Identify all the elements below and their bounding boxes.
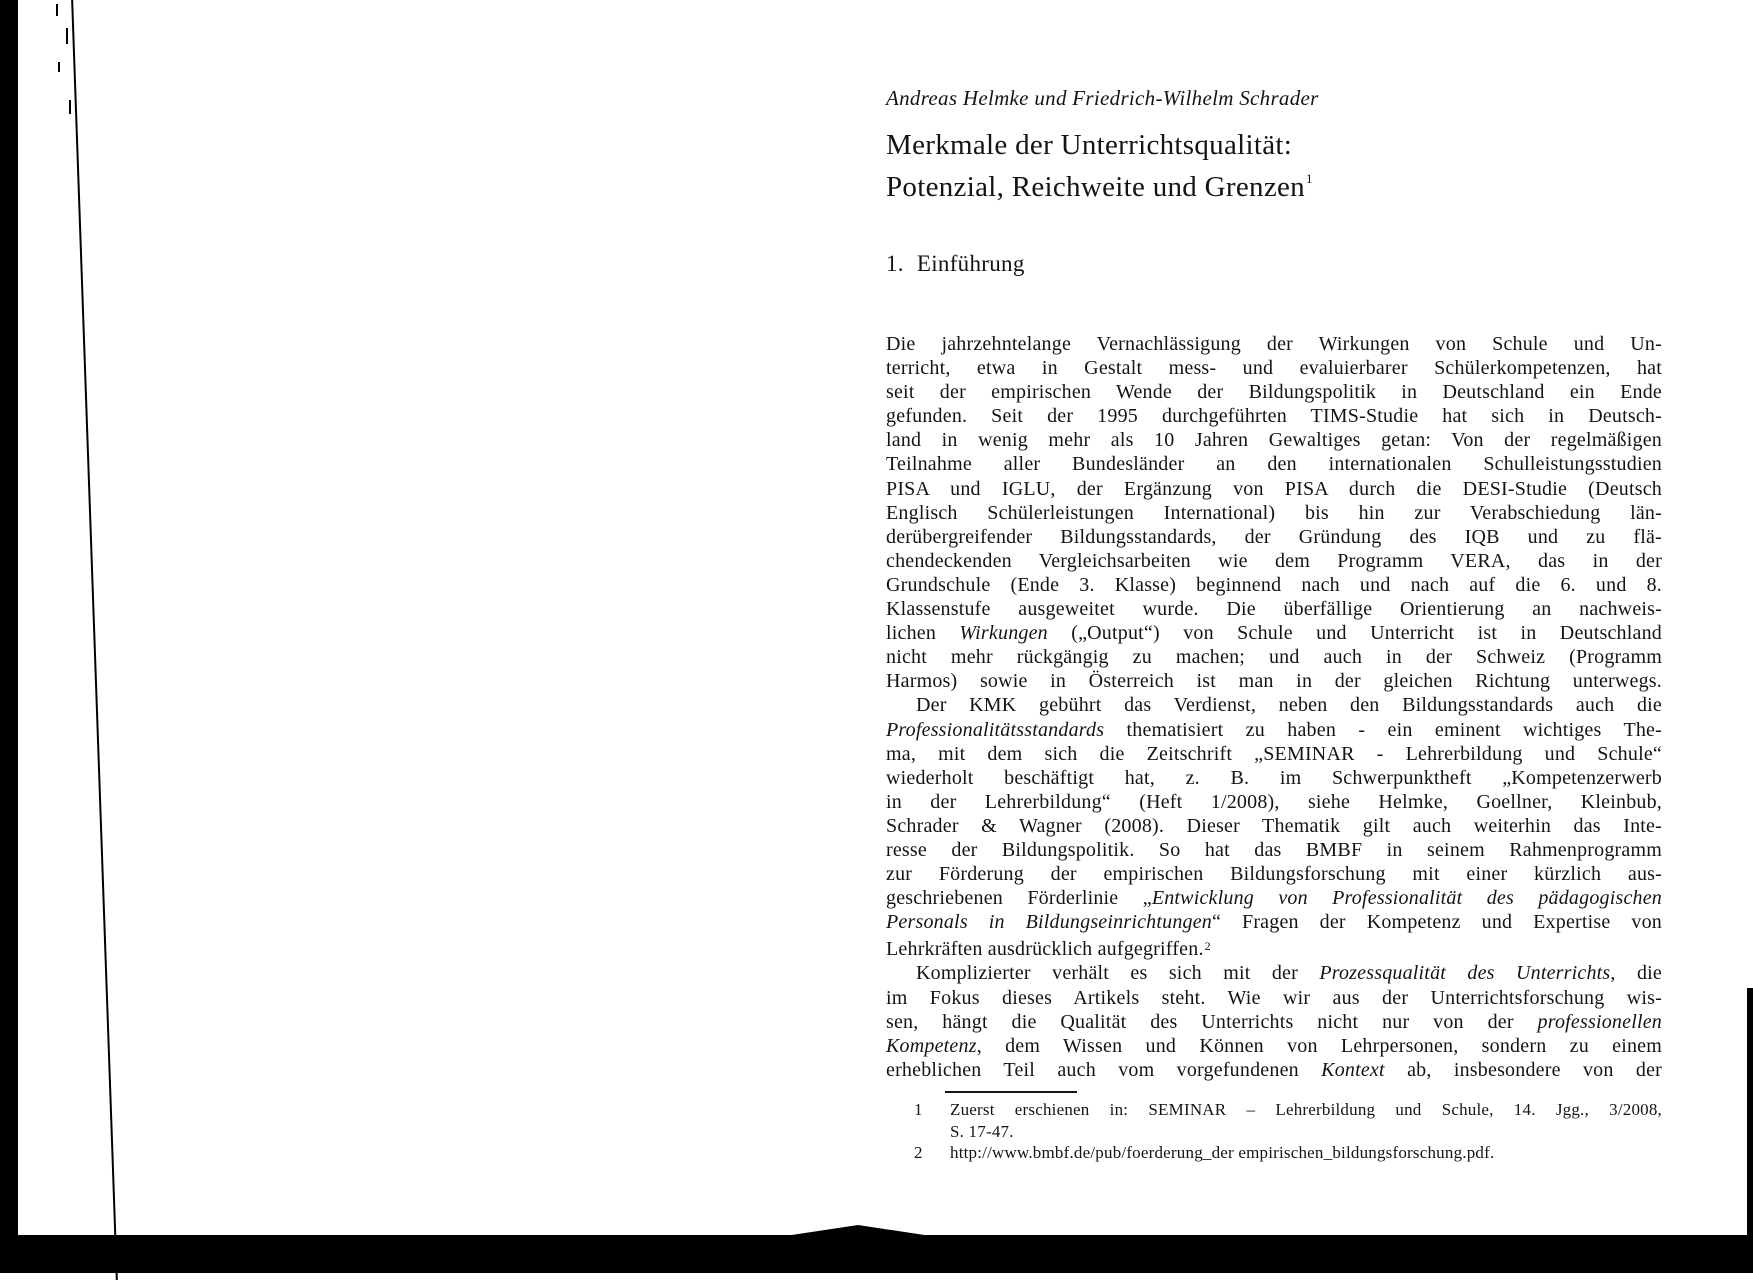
text-segment: Entwicklung von Professionalität des pädagogischen: [1151, 887, 1663, 910]
text-segment: ma, mit dem sich die Zeitschrift „SEMINAR - Lehrerbildung und Schule“: [886, 742, 1662, 765]
text-segment: lichen: [886, 622, 960, 645]
text-segment: thematisiert zu haben - ein eminent wichtiges The-: [1104, 718, 1662, 741]
section-heading: [886, 251, 1025, 277]
text-segment: seit der empirischen Wende der Bildungspolitik in Deutschland ein Ende: [886, 381, 1662, 404]
text-segment: („Output“) von Schule und Unterricht ist in Deutschland: [1047, 622, 1662, 645]
paragraph-1-line-1: [886, 332, 1662, 356]
page-title: [886, 128, 1313, 204]
section-number: 1.: [886, 251, 904, 276]
text-segment: geschriebenen Förderlinie „: [886, 887, 1152, 910]
text-segment: Lehrkräften ausdrücklich aufgegriffen.: [886, 938, 1204, 961]
paragraph-1-line-9: [886, 525, 1662, 549]
scan-page-edge-line: [71, 0, 118, 1280]
footnote-1-line-2: [950, 1121, 1662, 1143]
paragraph-2-line-3: [886, 742, 1662, 766]
title-line-1: Merkmale der Unterrichtsqualität:: [886, 129, 1293, 161]
scan-speck: [69, 100, 71, 114]
text-segment: wiederholt beschäftigt hat, z. B. im Schwerpunktheft „Kompetenzerwerb: [886, 766, 1662, 789]
text-segment: Harmos) sowie in Österreich ist man in der gleichen Richtung unterwegs.: [886, 670, 1662, 693]
paragraph-1-line-7: [886, 477, 1662, 501]
paragraph-2-line-2: [886, 718, 1662, 742]
footnote-2: [914, 1142, 1662, 1164]
paragraph-1-line-10: [886, 549, 1662, 573]
paragraph-2-line-9: [886, 886, 1662, 910]
footnote-2-line-1: [950, 1142, 1662, 1164]
text-segment: im Fokus dieses Artikels steht. Wie wir aus der Unterrichtsforschung wis-: [886, 986, 1662, 1009]
text-segment: chendeckenden Vergleichsarbeiten wie dem Programm VERA, das in der: [886, 549, 1662, 572]
text-segment: zur Förderung der empirischen Bildungsforschung mit einer kürzlich aus-: [886, 863, 1662, 886]
text-segment: Prozessqualität des Unterrichts: [1319, 962, 1611, 985]
text-segment: erheblichen Teil auch vom vorgefundenen: [886, 1058, 1322, 1081]
text-segment: , die: [1610, 962, 1662, 985]
paragraph-1-line-13: [886, 621, 1662, 645]
text-segment: , dem Wissen und Können von Lehrpersonen, sondern zu einem: [976, 1034, 1662, 1057]
scan-right-border: [1747, 988, 1753, 1273]
section-title: Einführung: [916, 251, 1025, 276]
text-segment: gefunden. Seit der 1995 durchgeführten TIMS-Studie hat sich in Deutsch-: [886, 405, 1662, 428]
text-segment: Der KMK gebührt das Verdienst, neben den Bildungsstandards auch die: [916, 694, 1662, 717]
text-segment: S. 17-47.: [950, 1121, 1014, 1141]
author-line: Andreas Helmke und Friedrich-Wilhelm Schrader: [886, 86, 1319, 110]
footnote-reference: 2: [1204, 939, 1211, 954]
paragraph-3-line-3: [886, 1010, 1662, 1034]
footnote-number: 1: [914, 1100, 923, 1119]
text-segment: terricht, etwa in Gestalt mess- und evaluierbarer Schülerkompetenzen, hat: [886, 357, 1662, 380]
text-segment: Grundschule (Ende 3. Klasse) beginnend nach und nach auf die 6. und 8.: [886, 573, 1662, 596]
text-segment: Zuerst erschienen in: SEMINAR – Lehrerbildung und Schule, 14. Jgg., 3/2008,: [950, 1100, 1662, 1119]
text-segment: PISA und IGLU, der Ergänzung von PISA durch die DESI-Studie (Deutsch: [886, 477, 1662, 500]
scan-bottom-bump: [785, 1225, 931, 1236]
paragraph-1-line-8: [886, 501, 1662, 525]
paragraph-1-line-5: [886, 428, 1662, 452]
scan-bottom-border: [0, 1235, 1753, 1273]
paragraph-1-line-3: [886, 380, 1662, 404]
paragraph-1-line-2: [886, 356, 1662, 380]
paragraph-2-line-6: [886, 814, 1662, 838]
title-footnote-marker: 1: [1305, 171, 1313, 186]
text-segment: land in wenig mehr als 10 Jahren Gewaltiges getan: Von der regelmäßigen: [886, 429, 1662, 452]
paragraph-1-line-6: [886, 452, 1662, 476]
text-segment: nicht mehr rückgängig zu machen; und auch in der Schweiz (Programm: [886, 646, 1662, 669]
text-segment: Teilnahme aller Bundesländer an den internationalen Schulleistungsstudien: [886, 453, 1662, 476]
paragraph-2-line-11: [886, 934, 1662, 961]
text-segment: sen, hängt die Qualität des Unterrichts nicht nur von der: [886, 1010, 1538, 1033]
text-segment: ab, insbesondere von der: [1384, 1058, 1663, 1081]
text-segment: Komplizierter verhält es sich mit der: [916, 962, 1320, 985]
paragraph-3-line-5: [886, 1058, 1662, 1082]
text-segment: Wirkungen: [959, 622, 1048, 645]
footnote-text: [950, 1142, 1662, 1164]
text-segment: Professionalitätsstandards: [886, 718, 1105, 741]
text-segment: Schrader & Wagner (2008). Dieser Thematik gilt auch weiterhin das Inte-: [886, 814, 1662, 837]
paragraph-2-line-4: [886, 766, 1662, 790]
paragraph-1-line-11: [886, 573, 1662, 597]
text-segment: Kompetenz: [886, 1034, 977, 1057]
scan-speck: [66, 28, 68, 44]
paragraph-2-line-1: [886, 693, 1662, 717]
paragraph-2-line-10: [886, 910, 1662, 934]
paragraph-3-line-2: [886, 986, 1662, 1010]
text-segment: http://www.bmbf.de/pub/foerderung_der empirischen_bildungsforschung.pdf.: [950, 1143, 1495, 1162]
paragraph-2-line-7: [886, 838, 1662, 862]
text-segment: Englisch Schülerleistungen International) bis hin zur Verabschiedung län-: [886, 501, 1662, 524]
paragraph-1-line-12: [886, 597, 1662, 621]
paragraph-2-line-5: [886, 790, 1662, 814]
text-segment: professionellen: [1537, 1010, 1662, 1033]
paragraph-3-line-4: [886, 1034, 1662, 1058]
footnote-text: [950, 1099, 1662, 1142]
paragraph-1-line-14: [886, 645, 1662, 669]
scan-speck: [56, 4, 58, 16]
paragraph-2-line-8: [886, 862, 1662, 886]
paragraph-3-line-1: [886, 961, 1662, 985]
text-segment: derübergreifender Bildungsstandards, der Gründung des IQB und zu flä-: [886, 525, 1662, 548]
text-segment: Die jahrzehntelange Vernachlässigung der Wirkungen von Schule und Un-: [886, 333, 1662, 355]
paragraph-1-line-4: [886, 404, 1662, 428]
footnote-separator: [945, 1091, 1077, 1093]
text-segment: Kontext: [1321, 1058, 1385, 1081]
scan-left-border: [0, 0, 18, 1273]
title-line-2: Potenzial, Reichweite und Grenzen: [886, 171, 1305, 203]
footnote-1-line-1: [950, 1099, 1662, 1121]
scan-speck: [58, 62, 60, 72]
paragraph-1-line-15: [886, 669, 1662, 693]
text-segment: “ Fragen der Kompetenz und Expertise von: [1212, 911, 1662, 934]
text-segment: in der Lehrerbildung“ (Heft 1/2008), siehe Helmke, Goellner, Kleinbub,: [886, 790, 1662, 813]
footnotes: [914, 1099, 1662, 1164]
body-paragraphs: [886, 332, 1662, 1082]
text-segment: Personals in Bildungseinrichtungen: [886, 911, 1212, 934]
footnote-1: [914, 1099, 1662, 1142]
text-segment: Klassenstufe ausgeweitet wurde. Die überfällige Orientierung an nachweis-: [886, 598, 1662, 621]
footnote-number: 2: [914, 1143, 923, 1162]
text-segment: resse der Bildungspolitik. So hat das BMBF in seinem Rahmenprogramm: [886, 838, 1662, 861]
